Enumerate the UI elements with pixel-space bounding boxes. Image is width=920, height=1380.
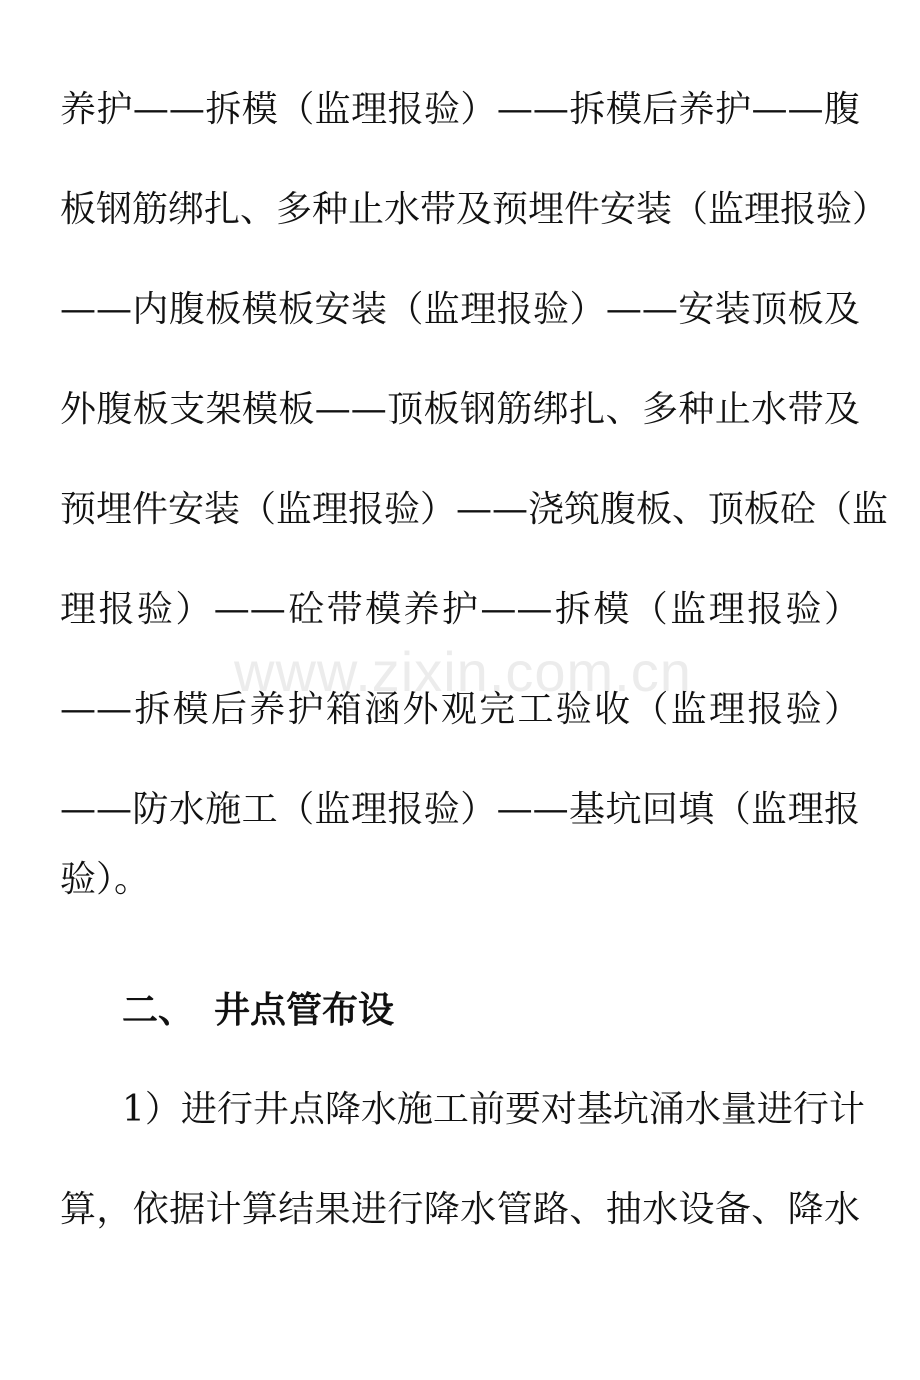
paragraph-line-4: 外腹板支架模板——顶板钢筋绑扎、多种止水带及 [60,389,860,430]
paragraph-line-2: 板钢筋绑扎、多种止水带及预埋件安装（监理报验） [60,189,889,230]
paragraph-line-1: 养护——拆模（监理报验）——拆模后养护——腹 [60,89,860,130]
paragraph-line-5: 预埋件安装（监理报验）——浇筑腹板、顶板砼（监 [60,489,889,530]
paragraph-line-7: ——拆模后养护箱涵外观完工验收（监理报验） [60,689,860,730]
paragraph-line-3: ——内腹板模板安装（监理报验）——安装顶板及 [60,289,860,330]
paragraph-line-8: ——防水施工（监理报验）——基坑回填（监理报 [60,789,860,830]
paragraph-line-6: 理报验）——砼带模养护——拆模（监理报验） [60,589,860,630]
section-heading [122,988,394,1032]
section-number: 二、 [122,989,195,1031]
item-line-2: 算，依据计算结果进行降水管路、抽水设备、降水 [60,1189,860,1230]
item-line-1: 1）进行井点降水施工前要对基坑涌水量进行计 [122,1089,865,1130]
paragraph-line-9: 验）。 [60,859,151,900]
section-title: 井点管布设 [214,989,395,1031]
watermark: www.zixin.com.cn [234,640,692,703]
